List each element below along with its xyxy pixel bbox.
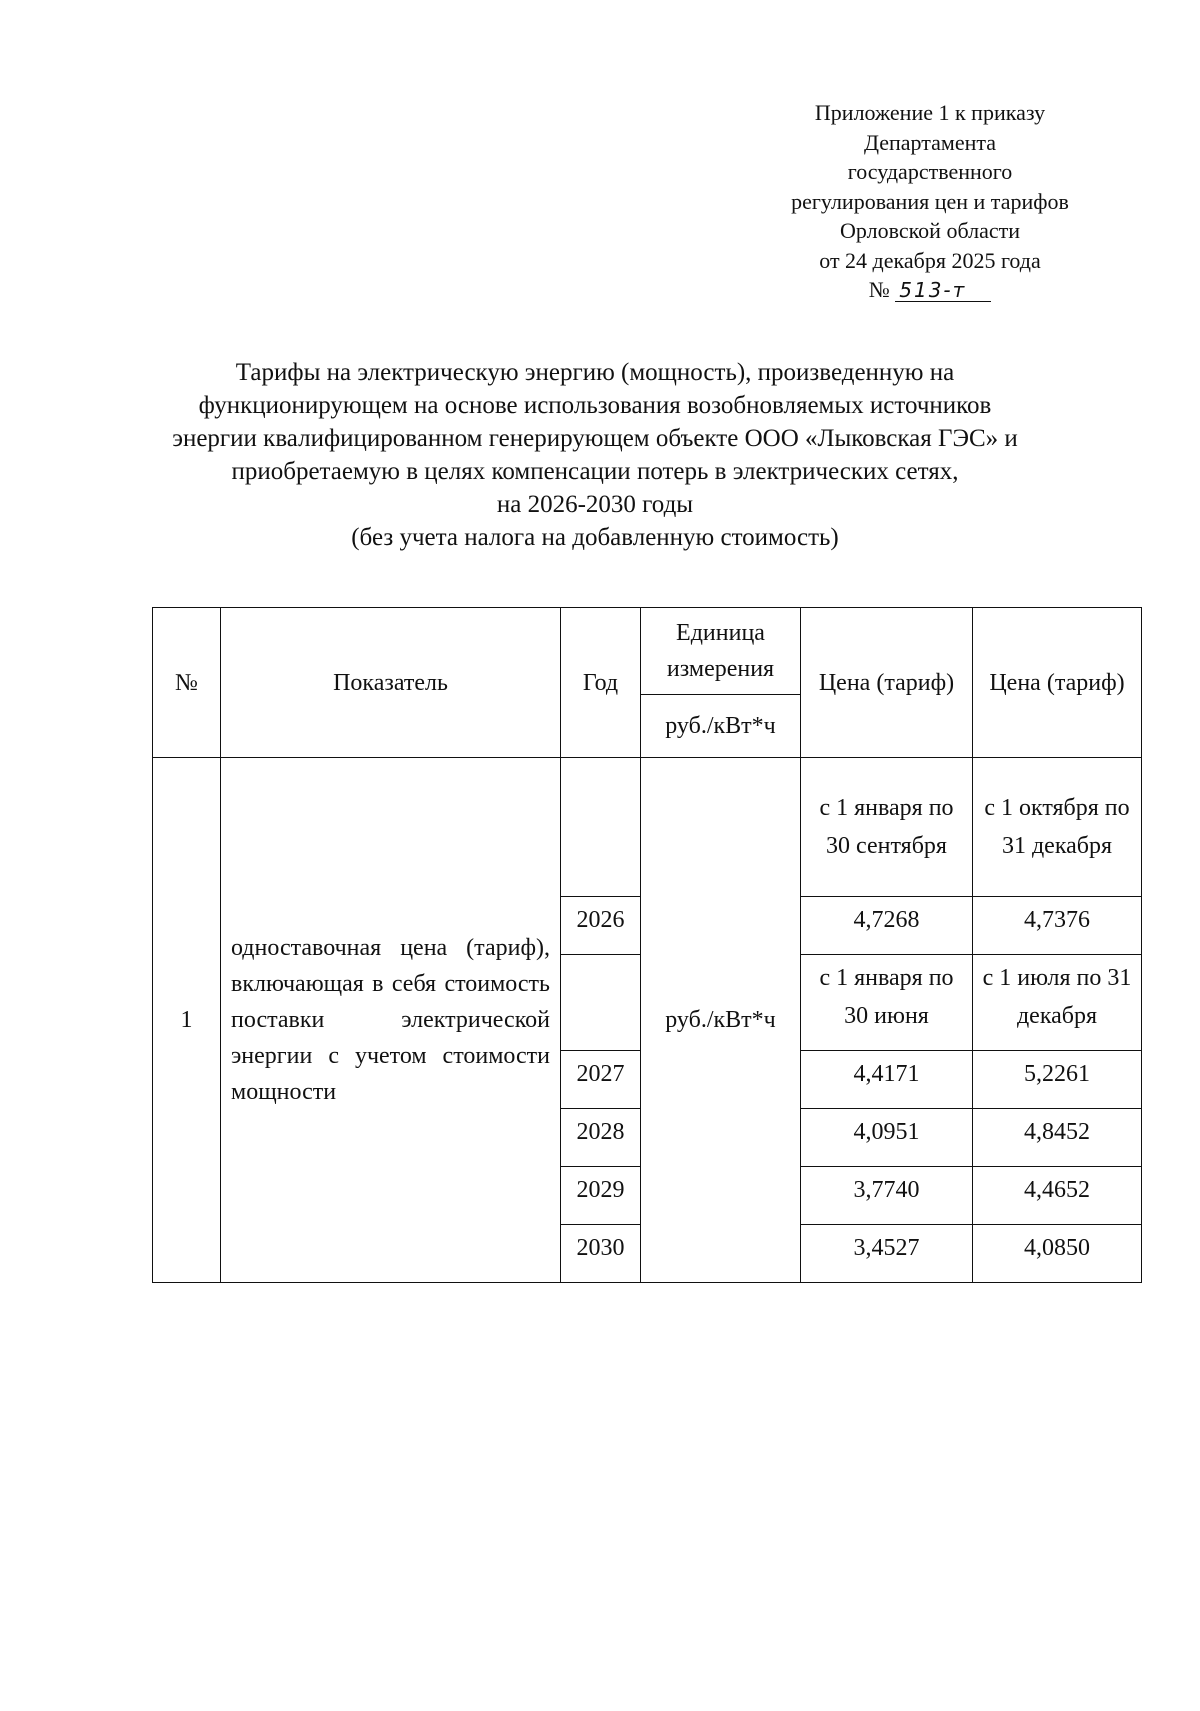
cell-row-no: 1	[153, 758, 221, 1283]
appendix-line: Приложение 1 к приказу	[814, 100, 1046, 125]
title-line: приобретаемую в целях компенсации потерь в электрических сетях,	[231, 458, 959, 485]
cell-price-1: 3,7740	[801, 1167, 973, 1225]
document-title	[130, 356, 1060, 554]
title-line: энергии квалифицированном генерирующем объекте ООО «Лыковская ГЭС» и	[172, 425, 1018, 452]
header-no: №	[153, 608, 221, 758]
title-line: (без учета налога на добавленную стоимость)	[351, 524, 839, 551]
header-price-2: Цена (тариф)	[973, 608, 1142, 758]
cell-period-2026-b: с 1 октября по 31 декабря	[973, 758, 1142, 897]
header-unit: Единица измерения	[641, 608, 801, 695]
cell-price-2: 4,0850	[973, 1225, 1142, 1283]
cell-price-2: 4,4652	[973, 1167, 1142, 1225]
cell-period-a: с 1 января по 30 июня	[801, 955, 973, 1051]
cell-year-empty	[561, 955, 641, 1051]
cell-price-1: 4,0951	[801, 1109, 973, 1167]
cell-indicator: одноставочная цена (тариф), включающая в себя стоимость поставки электрической энергии с учетом стоимости мощности	[221, 758, 561, 1283]
cell-price-1: 4,7268	[801, 897, 973, 955]
appendix-line: Департамента	[863, 129, 997, 155]
appendix-header	[760, 98, 1100, 305]
title-line: Тарифы на электрическую энергию (мощность), произведенную на	[235, 359, 955, 386]
header-year: Год	[561, 608, 641, 758]
header-price-1: Цена (тариф)	[801, 608, 973, 758]
order-number-prefix: №	[868, 277, 890, 302]
cell-year: 2028	[561, 1109, 641, 1167]
cell-unit: руб./кВт*ч	[641, 758, 801, 1283]
appendix-line: от 24 декабря 2025 года	[819, 247, 1041, 273]
cell-period-2026-a: с 1 января по 30 сентября	[801, 758, 973, 897]
appendix-line: государственного	[847, 159, 1013, 184]
header-unit-value: руб./кВт*ч	[641, 695, 801, 758]
table-header-row	[153, 608, 1142, 695]
order-number-handwritten: 513-т	[895, 279, 991, 302]
cell-period-b: с 1 июля по 31 декабря	[973, 955, 1142, 1051]
appendix-line: регулирования цен и тарифов	[791, 188, 1069, 214]
header-indicator: Показатель	[221, 608, 561, 758]
cell-price-1: 3,4527	[801, 1225, 973, 1283]
table-row	[153, 758, 1142, 897]
cell-price-2: 4,7376	[973, 897, 1142, 955]
title-line: функционирующем на основе использования возобновляемых источников	[198, 392, 992, 419]
cell-year: 2029	[561, 1167, 641, 1225]
cell-year: 2026	[561, 897, 641, 955]
cell-year-empty	[561, 758, 641, 897]
cell-year: 2030	[561, 1225, 641, 1283]
appendix-line: Орловской области	[840, 218, 1020, 243]
cell-price-2: 4,8452	[973, 1109, 1142, 1167]
cell-price-1: 4,4171	[801, 1051, 973, 1109]
cell-year: 2027	[561, 1051, 641, 1109]
title-line: на 2026-2030 годы	[496, 491, 694, 518]
tariff-table	[152, 607, 1142, 1283]
cell-price-2: 5,2261	[973, 1051, 1142, 1109]
order-number	[760, 275, 1100, 305]
